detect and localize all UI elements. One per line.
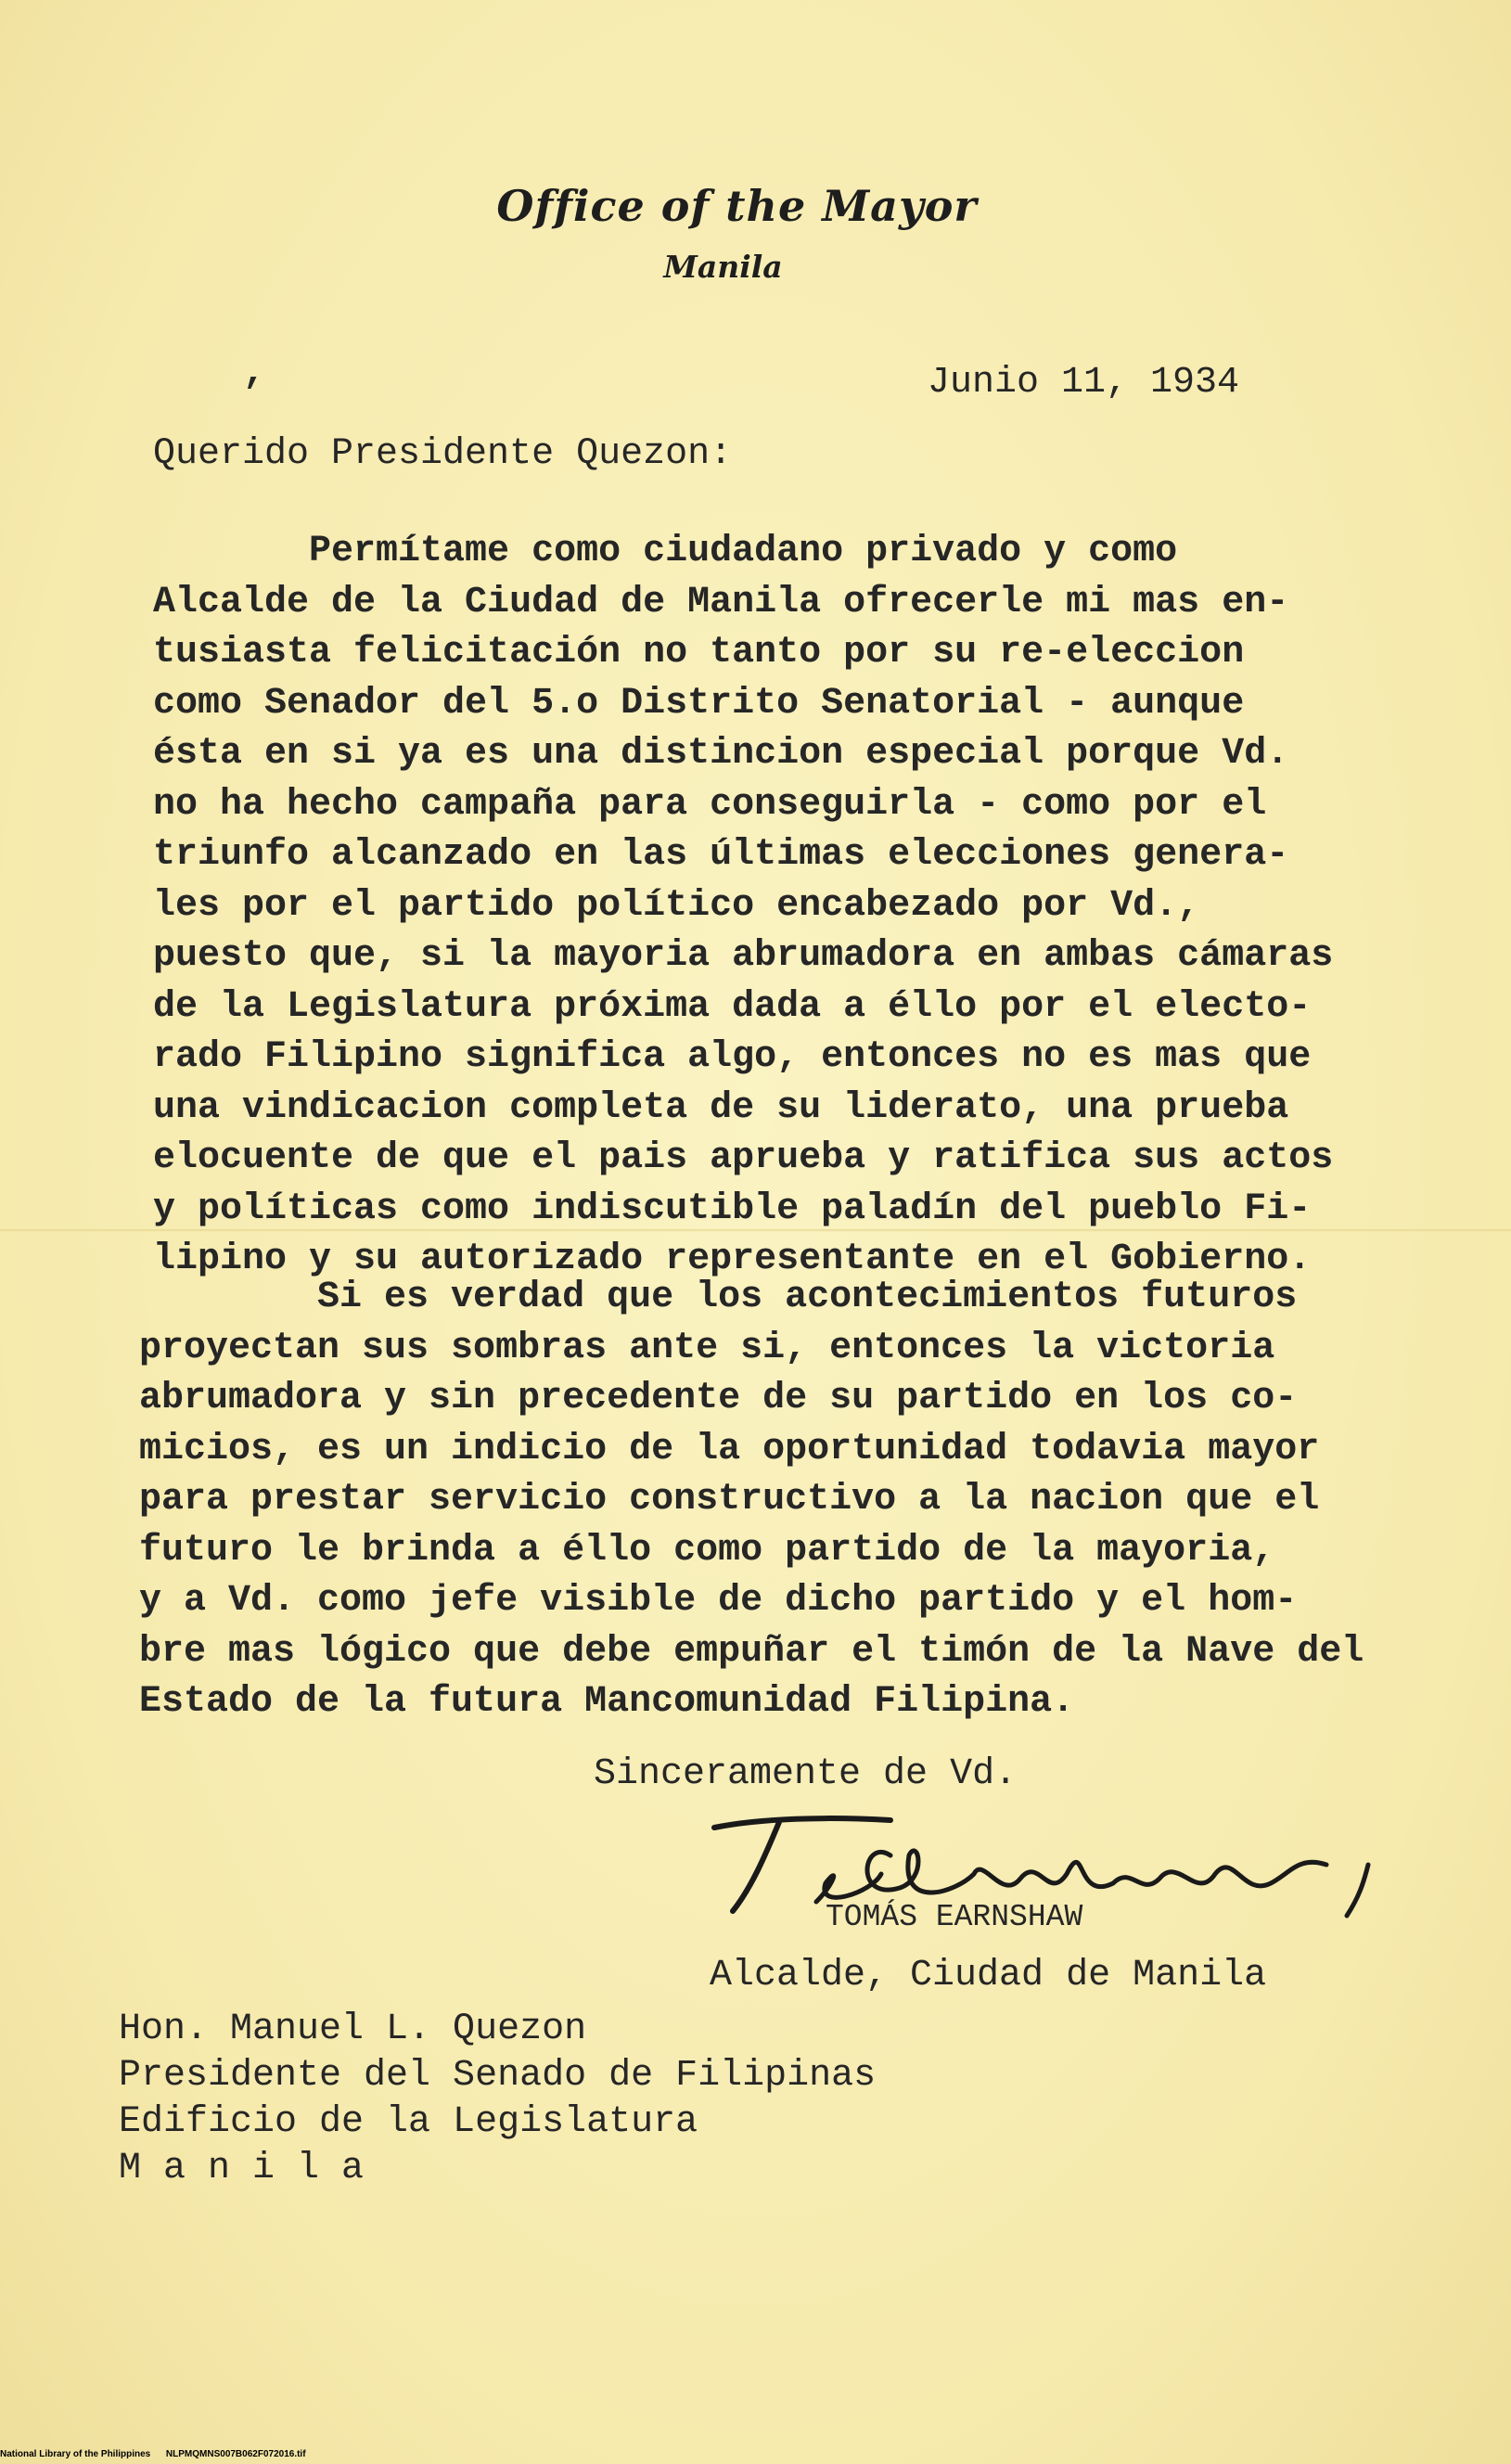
address-line: M a n i l a <box>119 2148 365 2189</box>
text-line: no ha hecho campaña para conseguirla - como por el <box>153 783 1267 826</box>
closing: Sinceramente de Vd. <box>594 1753 1018 1795</box>
text-line: Alcalde de la Ciudad de Manila ofrecerle mi mas en- <box>153 581 1289 623</box>
letterhead-city: Manila <box>663 249 783 285</box>
paragraph-1 <box>153 527 1333 1286</box>
text-line: elocuente de que el pais aprueba y ratifica sus actos <box>153 1137 1334 1179</box>
text-line: Permítame como ciudadano privado y como <box>153 531 1178 572</box>
letter-date: Junio 11, 1934 <box>928 362 1240 404</box>
text-line: abrumadora y sin precedente de su partido en los co- <box>139 1378 1298 1419</box>
text-line: de la Legislatura próxima dada a éllo por el electo- <box>153 985 1312 1028</box>
text-line: Estado de la futura Mancomunidad Filipina. <box>139 1681 1075 1723</box>
address-line: Hon. Manuel L. Quezon <box>119 2008 587 2050</box>
text-line: puesto que, si la mayoria abrumadora en ambas cámaras <box>153 935 1334 977</box>
address-line: Edificio de la Legislatura <box>119 2101 698 2143</box>
ink-mark: , <box>243 353 266 394</box>
text-line: les por el partido político encabezado por Vd., <box>153 884 1200 927</box>
text-line: ésta en si ya es una distincion especial porque Vd. <box>153 733 1289 775</box>
signer-name: TOMÁS EARNSHAW <box>826 1900 1083 1934</box>
recipient-address <box>119 2007 876 2192</box>
salutation: Querido Presidente Quezon: <box>153 433 733 475</box>
text-line: bre mas lógico que debe empuñar el timón de la Nave del <box>139 1630 1364 1673</box>
letterhead-title: Office of the Mayor <box>496 181 978 231</box>
address-line: Presidente del Senado de Filipinas <box>119 2055 877 2097</box>
text-line: lipino y su autorizado representante en el Gobierno. <box>153 1238 1312 1280</box>
signer-title: Alcalde, Ciudad de Manila <box>710 1955 1267 1996</box>
footer-library: National Library of the Philippines <box>0 2449 151 2459</box>
footer-file: NLPMQMNS007B062F072016.tif <box>165 2449 306 2459</box>
text-line: micios, es un indicio de la oportunidad todavia mayor <box>139 1428 1320 1470</box>
text-line: futuro le brinda a éllo como partido de la mayoria, <box>139 1529 1275 1572</box>
text-line: rado Filipino significa algo, entonces no es mas que <box>153 1036 1312 1078</box>
text-line: como Senador del 5.o Distrito Senatorial - aunque <box>153 682 1245 725</box>
paragraph-2 <box>139 1273 1364 1728</box>
text-line: y a Vd. como jefe visible de dicho partido y el hom- <box>139 1580 1298 1622</box>
text-line: una vindicacion completa de su liderato, una prueba <box>153 1086 1289 1129</box>
text-line: Si es verdad que los acontecimientos futuros <box>139 1277 1298 1318</box>
text-line: tusiasta felicitación no tanto por su re-eleccion <box>153 632 1245 674</box>
archive-footer <box>0 2449 306 2459</box>
text-line: triunfo alcanzado en las últimas elecciones genera- <box>153 834 1289 876</box>
text-line: y políticas como indiscutible paladín del pueblo Fi- <box>153 1187 1312 1230</box>
text-line: para prestar servicio constructivo a la nacion que el <box>139 1479 1320 1521</box>
text-line: proyectan sus sombras ante si, entonces la victoria <box>139 1327 1275 1369</box>
